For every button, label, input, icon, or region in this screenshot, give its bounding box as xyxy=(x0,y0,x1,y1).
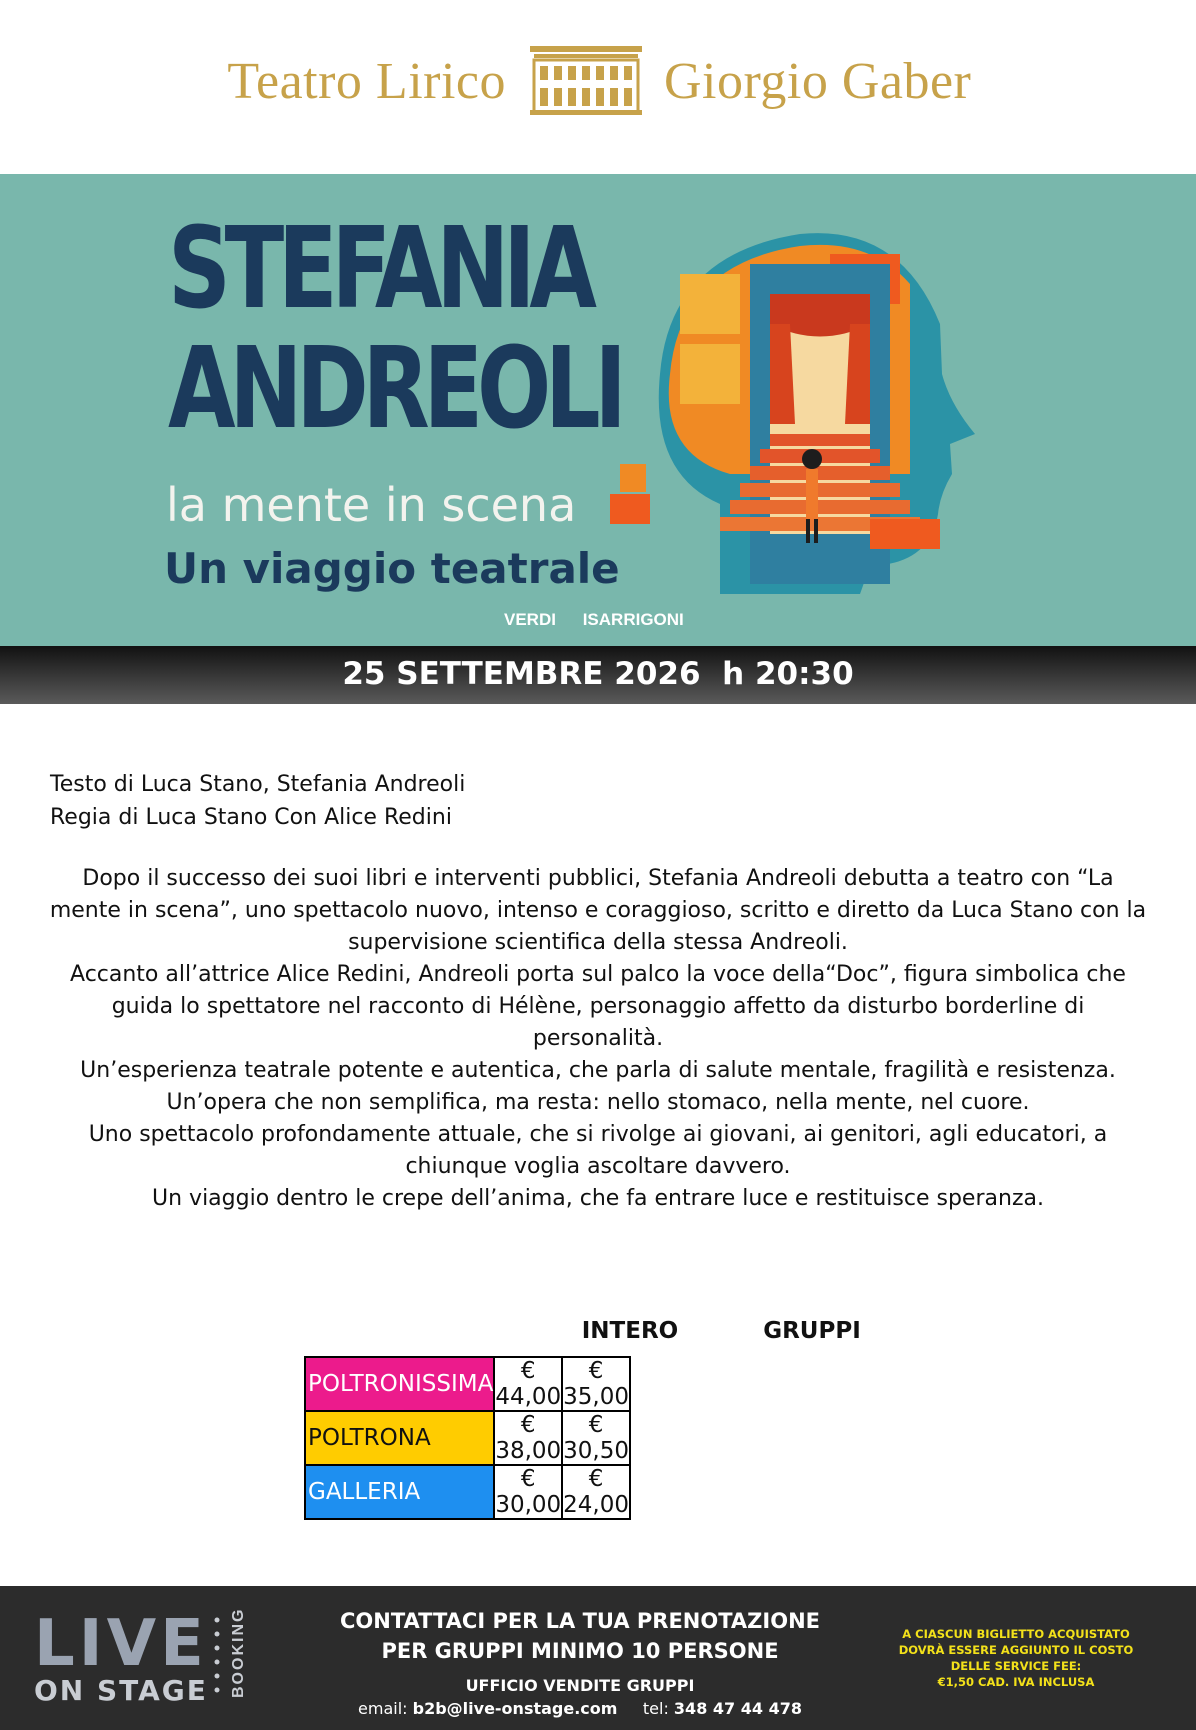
price-gruppi-cell: € 30,50 xyxy=(563,1412,630,1464)
theatre-building-icon xyxy=(526,44,646,116)
booking-footer xyxy=(0,1586,1196,1730)
column-header-intero: INTERO xyxy=(581,1318,679,1344)
artist-name-line1: STEFANIA xyxy=(168,204,591,334)
description-paragraph: Un viaggio dentro le crepe dell’anima, che fa entrare luce e restituisce speranza. xyxy=(152,1186,1044,1211)
contact-info xyxy=(300,1606,860,1718)
fee-line: A CIASCUN BIGLIETTO ACQUISTATO xyxy=(902,1627,1130,1641)
contact-headline-1: CONTATTACI PER LA TUA PRENOTAZIONE xyxy=(340,1609,820,1633)
category-cell: POLTRONISSIMA xyxy=(305,1357,494,1411)
description-paragraph: Uno spettacolo profondamente attuale, che si rivolge ai giovani, ai genitori, agli educatori, a chiunque voglia ascoltare davvero. xyxy=(88,1122,1108,1179)
contact-office: UFFICIO VENDITE GRUPPI xyxy=(465,1676,695,1695)
venue-header xyxy=(0,0,1196,174)
logo-live: LIVE xyxy=(34,1607,208,1681)
producer-logo-arrigoni: ISARRIGONI xyxy=(582,610,684,629)
table-row xyxy=(305,1357,630,1411)
price-intero-cell: € 30,00 xyxy=(495,1466,562,1518)
contact-headline-2: PER GRUPPI MINIMO 10 PERSONE xyxy=(381,1639,779,1663)
description-paragraph: Accanto all’attrice Alice Redini, Andreoli porta sul palco la voce della“Doc”, figura simbolica che guida lo spettatore nel racconto di Hélène, personaggio affetto da disturbo borderline di personalità. xyxy=(70,962,1126,1051)
table-row xyxy=(305,1411,630,1465)
description-paragraph: Un’esperienza teatrale potente e autentica, che parla di salute mentale, fragilità e resistenza. xyxy=(80,1058,1116,1083)
price-gruppi-cell: € 35,00 xyxy=(563,1358,630,1410)
date-bar xyxy=(0,646,1196,704)
price-intero-cell: € 38,00 xyxy=(495,1412,562,1464)
show-description xyxy=(44,863,1152,1215)
venue-logo-left: Teatro Lirico xyxy=(227,53,506,110)
show-subtitle: la mente in scena xyxy=(166,478,577,532)
category-cell: POLTRONA xyxy=(305,1411,494,1465)
category-cell: GALLERIA xyxy=(305,1465,494,1519)
table-row xyxy=(305,1465,630,1519)
event-date-time: 25 SETTEMBRE 2026 h 20:30 xyxy=(342,656,854,692)
service-fee-note xyxy=(896,1626,1136,1690)
show-tagline: Un viaggio teatrale xyxy=(164,544,620,593)
producer-logo-verdi: VERDI xyxy=(504,610,556,629)
show-credits xyxy=(50,768,465,834)
price-grid xyxy=(304,1356,631,1520)
phone-number[interactable]: 348 47 44 478 xyxy=(673,1699,802,1718)
live-on-stage-logo xyxy=(34,1607,208,1707)
column-header-gruppi: GRUPPI xyxy=(763,1318,861,1344)
email-link[interactable]: b2b@live-onstage.com xyxy=(412,1699,618,1718)
logo-dots-icon xyxy=(214,1616,220,1706)
logo-booking: BOOKING xyxy=(230,1607,247,1698)
logo-on-stage: ON STAGE xyxy=(34,1674,208,1707)
price-gruppi-cell: € 24,00 xyxy=(563,1466,630,1518)
email-label: email: xyxy=(358,1699,408,1718)
artist-name-line2: ANDREOLI xyxy=(168,324,621,454)
fee-line: €1,50 CAD. IVA INCLUSA xyxy=(937,1675,1095,1689)
fee-line: DOVRÀ ESSERE AGGIUNTO IL COSTO xyxy=(898,1643,1134,1657)
price-intero-cell: € 44,00 xyxy=(495,1358,562,1410)
credits-writer: Testo di Luca Stano, Stefania Andreoli xyxy=(50,772,466,797)
description-paragraph: Dopo il successo dei suoi libri e interventi pubblici, Stefania Andreoli debutta a teatro con “La mente in scena”, uno spettacolo nuovo, intenso e coraggioso, scritto e diretto da Luca Stano con la supervisione scientifica della stessa Andreoli. xyxy=(49,866,1147,955)
description-paragraph: Un’opera che non semplifica, ma resta: nello stomaco, nella mente, nel cuore. xyxy=(166,1090,1030,1115)
fee-line: DELLE SERVICE FEE: xyxy=(950,1659,1082,1673)
contact-details xyxy=(300,1699,860,1718)
venue-logo-right: Giorgio Gaber xyxy=(664,53,972,110)
tel-label: tel: xyxy=(642,1699,669,1718)
show-banner xyxy=(0,174,1196,646)
credits-director: Regia di Luca Stano Con Alice Redini xyxy=(50,805,452,830)
head-theatre-illustration xyxy=(570,174,1070,646)
